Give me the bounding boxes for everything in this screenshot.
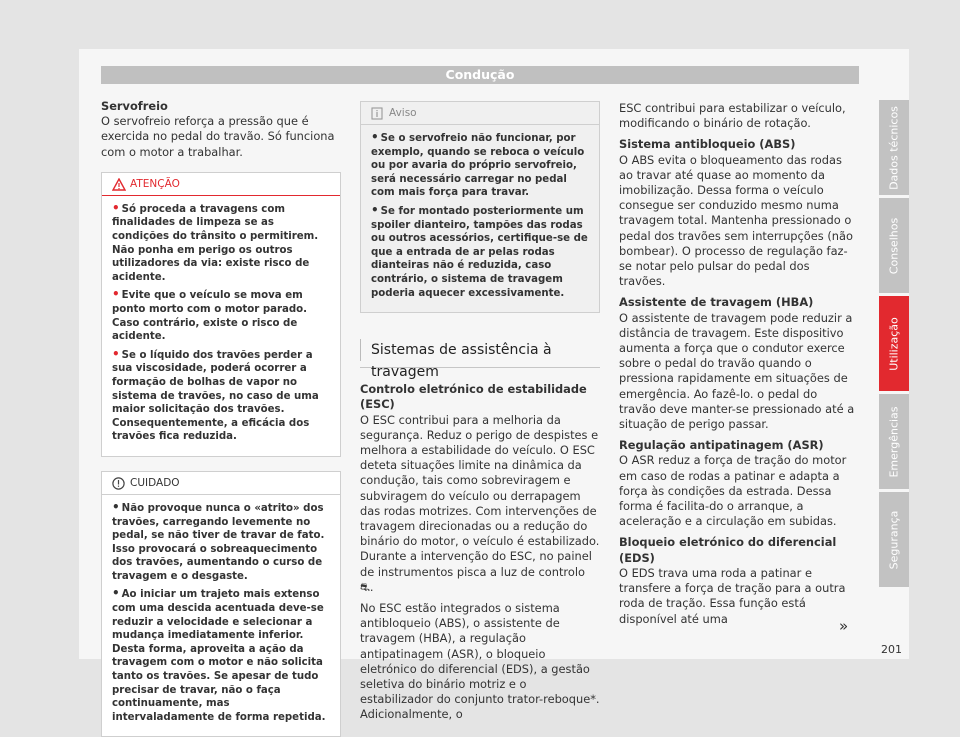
servofreio-paragraph: O servofreio reforça a pressão que é exercida no pedal do travão. Só funciona com o motor a trabalhar. [101,114,335,159]
notice-box [360,101,600,313]
esc-paragraph-1: O ESC contribui para a melhoria da segurança. Reduz o perigo de despistes e melhora a estabilidade do veículo. O ESC deteta situações limite na dinâmica da condução, tais como sobreviragem e subviragem do veículo ou derrapagem das rodas motrizes. Com intervenções de travagem direcionadas ou a redução do binário do motor, o veículo é estabilizado. Durante a intervenção do ESC, no painel de instrumentos pisca a luz de controlo ⛐. [360,412,600,594]
abs-paragraph: O ABS evita o bloqueamento das rodas ao travar até quase ao momento da imobilização. Dessa forma o veículo consegue ser conduzido mesmo numa travagem total. Mantenha pressionado o pedal dos travões sem interrupções (não bombear). O processo de regulação faz-se notar pelo pulsar do pedal dos travões. [619,152,853,289]
asr-heading: Regulação antipatinagem (ASR) [619,438,824,453]
notice-body [361,125,599,312]
tab-seguranca[interactable]: Segurança [879,492,909,587]
caution-body [102,495,340,737]
eds-paragraph: O EDS trava uma roda a patinar e transfere a força de tração para a outra roda de tração. Essa função está disponível até uma [619,565,846,626]
esc-paragraph-2: No ESC estão integrados o sistema antibloqueio (ABS), o assistente de travagem (HBA), a regulação antipatinagem (ASR), o bloqueio eletrónico do diferencial (EDS), a gestão seletiva do binário motriz e o estabilizador do conjunto trator-reboque*. Adicionalmente, o [360,600,600,722]
chapter-header: Condução [101,66,859,84]
caution-icon [112,476,125,498]
caution-title: CUIDADO [130,476,180,489]
tab-conselhos[interactable]: Conselhos [879,198,909,293]
tab-dados-tecnicos[interactable]: Dados técnicos [879,100,909,195]
esc-block [360,382,600,722]
page-number: 201 [881,643,902,656]
esc-heading: Controlo eletrónico de estabilidade (ESC) [360,382,587,412]
tab-emergencias[interactable]: Emergências [879,394,909,489]
caution-item: • Ao iniciar um trajeto mais extenso com uma descida acentuada deve-se reduzir a velocidade e selecionar a mudança imediatamente inferior. Desta forma, aproveita a ação da travagem com o motor e não solicita tanto os travões. Se apesar de tudo precisar de travar, não o faça continuamente, mas intervaladamente de forma repetida. [112,586,326,723]
caution-item: • Não provoque nunca o «atrito» dos travões, carregando levemente no pedal, se não tiver de travar de fato. Isso provocará o sobreaquecimento dos travões, aumentando o curso de travagem e o desgaste. [112,499,325,582]
warning-item: • Só proceda a travagens com finalidades de limpeza se as condições do trânsito o permitirem. Não ponha em perigo os outros utilizadores da via: existe risco de acidente. [112,200,319,283]
hba-heading: Assistente de travagem (HBA) [619,295,814,310]
caution-box [101,471,341,737]
tab-utilizacao[interactable]: Utilização [879,296,909,391]
warning-item: • Se o líquido dos travões perder a sua viscosidade, poderá ocorrer a formação de bolhas de vapor no sistema de travões, no caso de uma maior solicitação dos travões. Consequentemente, a eficácia dos travões fica reduzida. [112,346,319,443]
warning-triangle-icon [112,177,126,199]
section-title: Sistemas de assistência à travagem [360,339,600,361]
column-1 [101,99,341,737]
warning-body [102,196,340,456]
info-icon [371,106,383,128]
warning-title: ATENÇÃO [130,177,180,190]
notice-item: • Se o servofreio não funcionar, por exemplo, quando se reboca o veículo ou por avaria do próprio servofreio, será necessário carregar no pedal com mais força para travar. [371,130,585,199]
caution-header [102,472,340,494]
hba-paragraph: O assistente de travagem pode reduzir a distância de travagem. Este dispositivo aumenta a força que o condutor exerce sobre o pedal do travão quando o pressiona rapidamente em situações de emergência. Ao fazê-lo. o pedal do travão deve manter-se pressionado até a situação de perigo passar. [619,310,855,432]
abs-heading: Sistema antibloqueio (ABS) [619,137,796,152]
notice-item: • Se for montado posteriormente um spoiler dianteiro, tampões das rodas ou outros acessórios, certifique-se de que a entrada de ar pelas rodas dianteiras não é reduzida, caso contrário, o sistema de travagem poderia aquecer excessivamente. [371,202,588,299]
asr-paragraph: O ASR reduz a força de tração do motor em caso de rodas a patinar e adapta a força às condições da estrada. Dessa forma é facilita-do o arranque, a aceleração e a circulação em subidas. [619,453,847,529]
warning-header [102,173,340,195]
continue-arrow: » [839,617,849,635]
section-title-block [360,339,600,381]
eds-heading: Bloqueio eletrónico do diferencial (EDS) [619,535,837,565]
esc-continued-paragraph: ESC contribui para estabilizar o veículo, modificando o binário de rotação. [619,101,846,131]
warning-box [101,172,341,457]
column-2 [360,101,600,729]
notice-header [361,102,599,124]
notice-title: Aviso [389,107,417,119]
warning-item: • Evite que o veículo se mova em ponto morto com o motor parado. Caso contrário, existe o risco de acidente. [112,287,308,343]
servofreio-heading: Servofreio [101,99,168,113]
column-3 [619,101,857,633]
